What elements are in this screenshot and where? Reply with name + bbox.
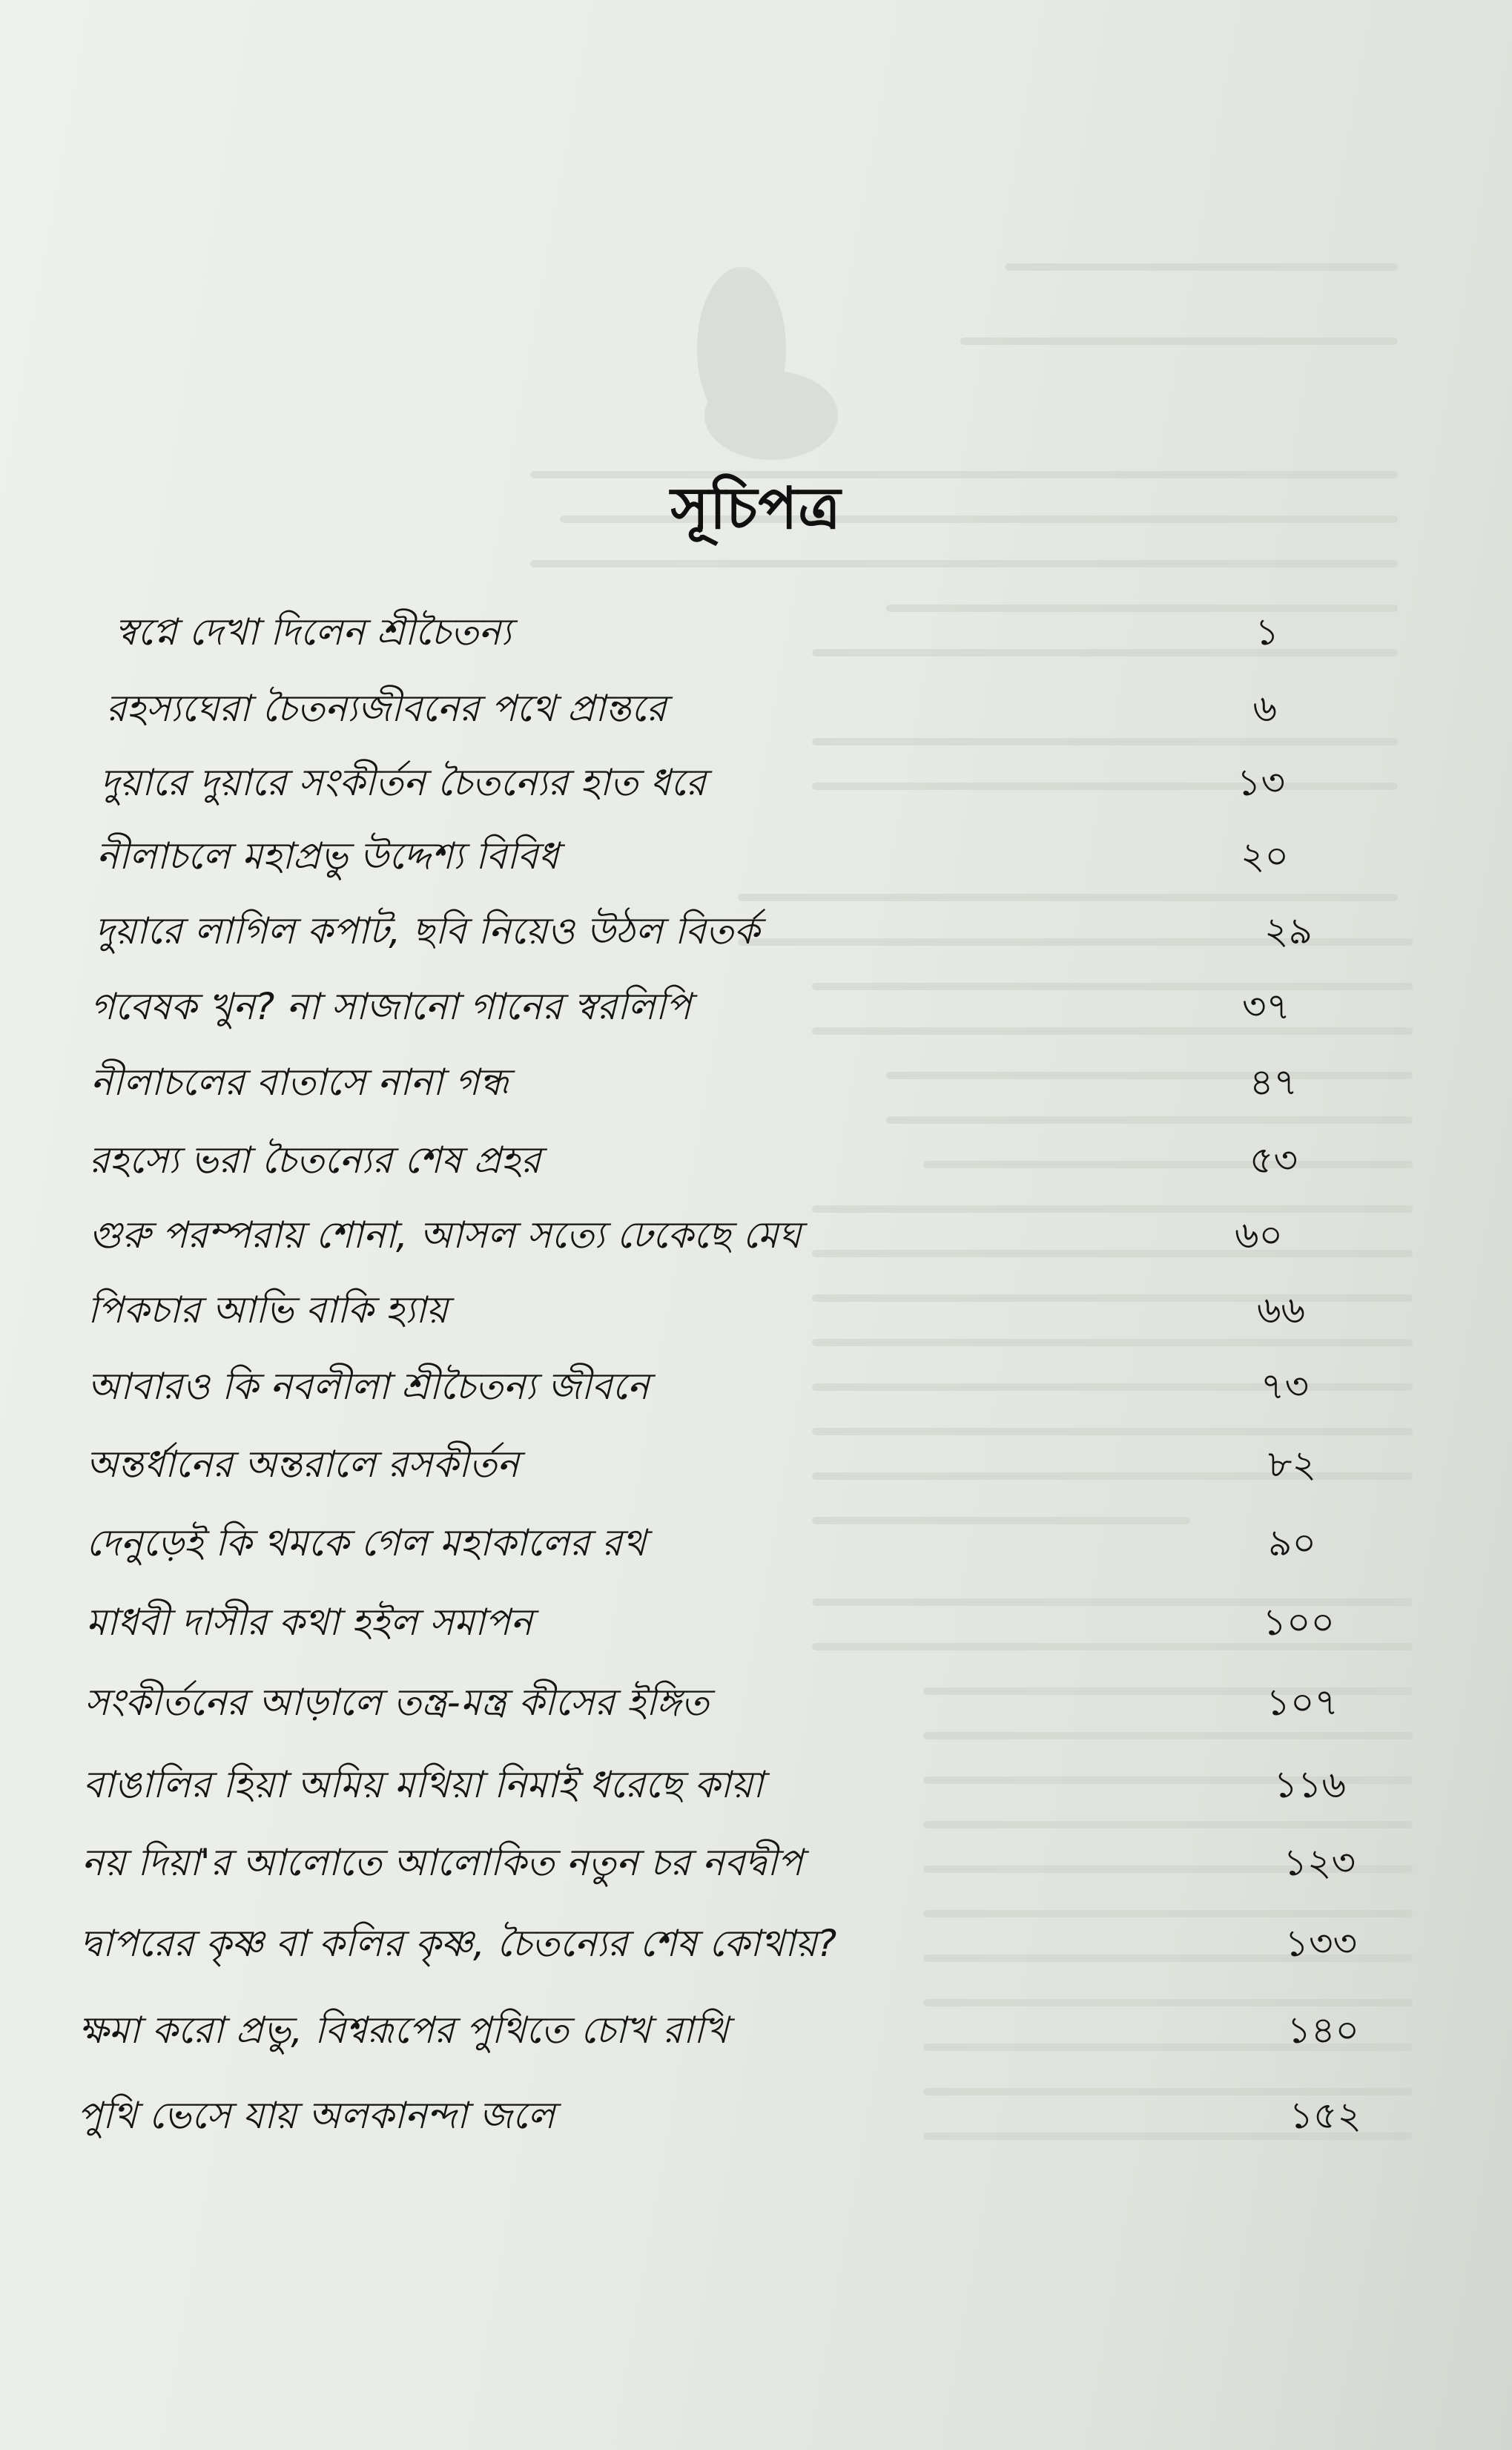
toc-entry-title: গবেষক খুন? না সাজানো গানের স্বরলিপি [90, 985, 691, 1028]
toc-entry [0, 1359, 1512, 1418]
toc-entry-title: রহস্যে ভরা চৈতন্যের শেষ প্রহর [89, 1139, 541, 1182]
toc-entry [0, 1133, 1512, 1192]
toc-entry-page-number: ৬০ [1234, 1214, 1283, 1257]
toc-entry-title: দ্বাপরের কৃষ্ণ বা কলির কৃষ্ণ, চৈতন্যের শেষ কোথায়? [80, 1922, 837, 1965]
toc-entry-title: অন্তর্ধানের অন্তরালে রসকীর্তন [86, 1443, 519, 1486]
toc-entry [0, 681, 1512, 740]
toc-entry-title: নীলাচলে মহাপ্রভু উদ্দেশ্য বিবিধ [96, 834, 559, 877]
toc-entry [0, 2088, 1512, 2147]
toc-entry-title: নয় দিয়া'র আলোতে আলোকিত নতুন চর নবদ্বীপ [82, 1841, 803, 1884]
toc-entry-title: নীলাচলের বাতাসে নানা গন্ধ [90, 1061, 509, 1104]
toc-entry-page-number: ১৩৩ [1284, 1922, 1357, 1965]
toc-entry-title: গুরু পরম্পরায় শোনা, আসল সত্যে ঢেকেছে মেঘ [89, 1214, 802, 1257]
toc-entry [0, 1282, 1512, 1342]
toc-entry [0, 1055, 1512, 1114]
toc-entry [0, 979, 1512, 1038]
toc-entry-page-number: ৯০ [1268, 1521, 1316, 1564]
toc-entry-title: বাঙালির হিয়া অমিয় মথিয়া নিমাই ধরেছে কায়া [83, 1763, 764, 1806]
toc-entry-page-number: ৬ [1252, 687, 1277, 730]
toc-entry-page-number: ১২৩ [1283, 1841, 1356, 1884]
toc-entry-title: সংকীর্তনের আড়ালে তন্ত্র-মন্ত্র কীসের ইঙ্গিত [85, 1681, 709, 1724]
toc-entry-title: দুয়ারে দুয়ারে সংকীর্তন চৈতন্যের হাত ধরে [100, 761, 706, 804]
toc-entry-page-number: ১ [1255, 610, 1279, 653]
toc-entry-page-number: ৬৬ [1256, 1288, 1305, 1331]
toc-entry-title: দুয়ারে লাগিল কপাট, ছবি নিয়েও উঠল বিতর্ক [95, 909, 760, 952]
toc-entry-title: রহস্যঘেরা চৈতন্যজীবনের পথে প্রান্তরে [106, 687, 667, 730]
toc-entry [0, 1515, 1512, 1575]
toc-entry [0, 1595, 1512, 1654]
toc-entry [0, 1835, 1512, 1894]
toc-entry [0, 903, 1512, 963]
toc-entry [0, 1916, 1512, 1975]
toc-entry [0, 829, 1512, 888]
toc-entry [0, 1675, 1512, 1734]
toc-entry [0, 1757, 1512, 1817]
toc-entry-page-number: ১০৭ [1266, 1681, 1338, 1724]
toc-entry [0, 755, 1512, 814]
toc-entry-title: আবারও কি নবলীলা শ্রীচৈতন্য জীবনে [88, 1365, 650, 1408]
toc-entry-page-number: ৫৩ [1249, 1139, 1298, 1182]
toc-entry-page-number: ৪৭ [1249, 1061, 1298, 1104]
toc-entry-title: পুথি ভেসে যায় অলকানন্দা জলে [77, 2094, 555, 2137]
page-title: সূচিপত্র [670, 475, 842, 542]
toc-entry [0, 1208, 1512, 1267]
toc-entry-page-number: ৮২ [1268, 1443, 1316, 1486]
toc-entry-page-number: ১১৬ [1273, 1763, 1346, 1806]
toc-entry-title: পিকচার আভি বাকি হ্যায় [88, 1288, 449, 1331]
toc-entry-page-number: ১৫২ [1289, 2094, 1361, 2137]
toc-entry-page-number: ২০ [1240, 834, 1289, 877]
toc-entry-title: দেনুড়েই কি থমকে গেল মহাকালের রথ [86, 1521, 647, 1564]
toc-entry [0, 605, 1512, 664]
toc-entry-page-number: ৭৩ [1260, 1365, 1309, 1408]
toc-entry-page-number: ২৯ [1264, 909, 1313, 952]
toc-entry-title: স্বপ্নে দেখা দিলেন শ্রীচৈতন্য [115, 610, 512, 653]
toc-entry-page-number: ১৩ [1237, 761, 1285, 804]
toc-entry [0, 2003, 1512, 2062]
toc-entry-title: মাধবী দাসীর কথা হইল সমাপন [86, 1601, 533, 1644]
toc-entry [0, 1437, 1512, 1496]
toc-entry-page-number: ৩৭ [1241, 985, 1290, 1028]
toc-entry-page-number: ১০০ [1262, 1601, 1335, 1644]
toc-entry-title: ক্ষমা করো প্রভু, বিশ্বরূপের পুথিতে চোখ রাখি [79, 2009, 729, 2052]
toc-entry-page-number: ১৪০ [1287, 2009, 1359, 2052]
